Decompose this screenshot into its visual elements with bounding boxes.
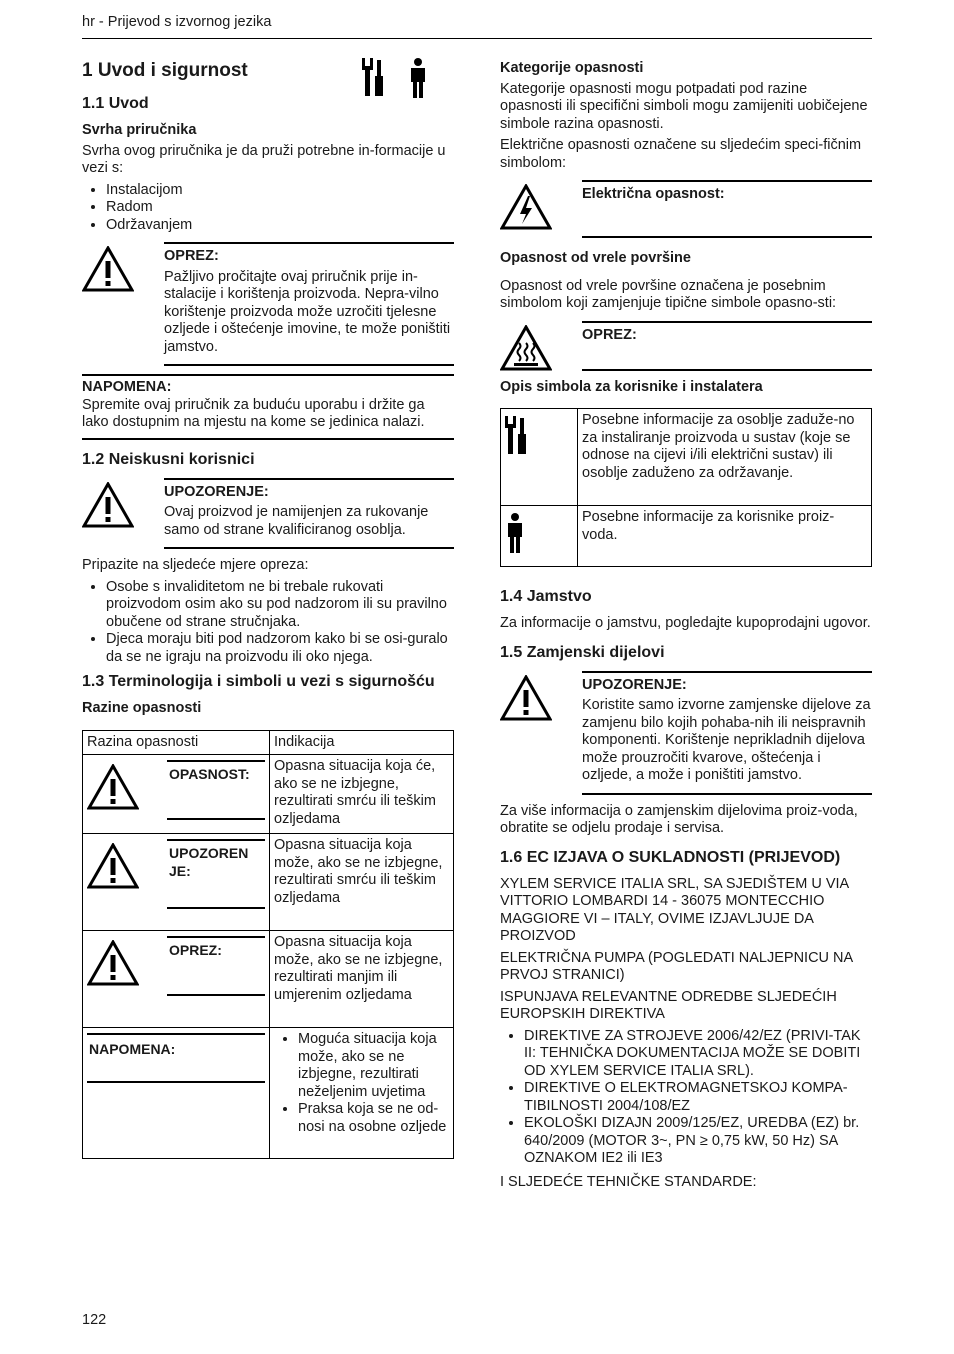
level-icon-wrap: [87, 837, 167, 909]
indication-cell: [270, 1028, 454, 1159]
notice-body: [582, 671, 872, 795]
list-item: • DIREKTIVE ZA STROJEVE 2006/42/EZ (PRIVI-TAK II: TEHNIČKA DOKUMENTACIJA MOŽE SE DOBITI OD XYLEM SERVICE ITALIA SRL).: [524, 1028, 872, 1081]
left-column: [82, 52, 454, 1159]
level-label: UPOZOREN JE:: [167, 839, 265, 909]
section-1-2: 1.2 Neiskusni korisnici: [82, 450, 255, 468]
tools-icon: [505, 416, 529, 456]
list-item: • DIREKTIVE O ELEKTROMAGNETSKOJ KOMPA-TIBILNOSTI 2004/108/EZ: [524, 1080, 872, 1115]
oprez-notice: [82, 242, 454, 366]
list-item: • Djeca moraju biti pod nadzorom kako bi se osi-guralo da se ne igraju na proizvodu ili oko njega.: [106, 631, 454, 666]
hot-surface-icon: [500, 325, 552, 371]
list-item: • EKOLOŠKI DIZAJN 2009/125/EZ, UREDBA (EZ) br. 640/2009 (MOTOR 3~, PN ≥ 0,75 kW, 50 Hz) SA OZNAKOM IE2 ili IE3: [524, 1115, 872, 1168]
electric-hazard-icon: [500, 184, 552, 230]
chapter-icons: [362, 58, 428, 98]
vrele-heading: Opasnost od vrele površine: [500, 250, 691, 266]
level-cell-inner: [87, 837, 265, 909]
notice-body: [582, 180, 872, 238]
notice-icon-wrap: [82, 242, 164, 366]
notice-body: [164, 242, 454, 366]
notice-icon-wrap: [500, 671, 582, 795]
warning-triangle-icon: [82, 482, 134, 528]
level-label: OPREZ:: [167, 936, 265, 996]
list-item: • Moguća situacija koja može, ako se ne izbjegne, rezultirati neželjenim uvjetima: [298, 1031, 449, 1101]
notice-text: Ovaj proizvod je namijenjen za rukovanje samo od strane kvalificiranog osoblja.: [164, 504, 429, 538]
table-header: Indikacija: [270, 730, 454, 755]
notice-title: UPOZORENJE:: [582, 676, 687, 693]
warning-triangle-icon: [500, 675, 552, 721]
zamjenski-text: Za više informacija o zamjenskim dijelovima proiz-voda, obratite se odjelu prodaje i servisa.: [500, 802, 858, 836]
warning-triangle-icon: [82, 246, 134, 292]
hazard-levels-table: [82, 730, 454, 1160]
svrha-text: Svrha ovog priručnika je da pruži potrebne in-formacije u vezi s:: [82, 142, 446, 176]
mjere-list: [82, 579, 454, 667]
elektricna-notice: [500, 180, 872, 238]
notice-title: OPREZ:: [582, 326, 637, 343]
upozorenje-notice: [82, 478, 454, 550]
izjava-text-3: ISPUNJAVA RELEVANTNE ODREDBE SLJEDEĆIH EUROPSKIH DIREKTIVA: [500, 988, 837, 1022]
kategorije-heading: Kategorije opasnosti: [500, 60, 644, 76]
table-row: [83, 834, 454, 931]
level-cell: [83, 834, 270, 931]
list-item: • Održavanjem: [106, 217, 454, 235]
user-icon: [408, 58, 428, 98]
tools-icon: [362, 58, 386, 98]
table-header-row: [83, 730, 454, 755]
notice-icon-wrap: [82, 478, 164, 550]
page-header: hr - Prijevod s izvornog jezika: [82, 14, 872, 39]
notice-title: OPREZ:: [164, 248, 219, 264]
kategorije-text-2: Električne opasnosti označene su sljedećim speci-fičnim simbolom:: [500, 137, 862, 171]
notice-body: [582, 321, 872, 371]
table-row: [501, 506, 872, 567]
indication-cell: Opasna situacija koja može, ako se ne izbjegne, rezultirati manjim ili umjerenim ozljedama: [270, 931, 454, 1028]
indication-cell: Opasna situacija koja može, ako se ne izbjegne, rezultirati smrću ili teškim ozljedama: [270, 834, 454, 931]
razine-heading: Razine opasnosti: [82, 700, 202, 716]
notice-title: Električna opasnost:: [582, 186, 725, 202]
symbol-cell: [501, 506, 578, 567]
napomena-title: NAPOMENA:: [82, 379, 172, 395]
section-1-6: 1.6 EC IZJAVA O SUKLADNOSTI (PRIJEVOD): [500, 848, 841, 866]
page-number: 122: [82, 1312, 107, 1328]
table-row: [83, 1028, 454, 1159]
list-item: • Instalacijom: [106, 182, 454, 200]
table-row: [83, 755, 454, 834]
level-label: OPASNOST:: [167, 760, 265, 820]
indication-cell: Opasna situacija koja će, ako se ne izbjegne, rezultirati smrću ili teškim ozljedama: [270, 755, 454, 834]
warning-triangle-icon: [87, 843, 139, 889]
izjava-text-2: ELEKTRIČNA PUMPA (POGLEDATI NALJEPNICU NA PRVOJ STRANICI): [500, 949, 853, 983]
table-row: [501, 409, 872, 506]
level-cell: [83, 1028, 270, 1159]
chapter-title: 1 Uvod i sigurnost: [82, 60, 248, 81]
level-cell: [83, 931, 270, 1028]
opis-heading: Opis simbola za korisnike i instalatera: [500, 378, 763, 395]
upozorenje-notice-2: [500, 671, 872, 795]
section-1-4: 1.4 Jamstvo: [500, 588, 592, 605]
table-row: [83, 931, 454, 1028]
svrha-list: [82, 182, 454, 235]
notice-text: Koristite samo izvorne zamjenske dijelove za zamjenu bilo kojih pohaba-nih ili neispravnih komponenti. Korištenje neprikladnih dijelova može prouzročiti kvarove, oštećenja i ozljede, a može i poništiti jamstvo.: [582, 697, 871, 783]
section-1-1: 1.1 Uvod: [82, 95, 149, 112]
jamstvo-text: Za informacije o jamstvu, pogledajte kupoprodajni ugovor.: [500, 615, 871, 631]
symbol-description: Posebne informacije za korisnike proiz-voda.: [578, 506, 872, 567]
notice-body: [164, 478, 454, 550]
level-label: NAPOMENA:: [87, 1033, 265, 1083]
notice-title: UPOZORENJE:: [164, 483, 269, 500]
list-item: • Osobe s invaliditetom ne bi trebale rukovati proizvodom osim ako su pod nadzorom ili su pravilno obučene od strane stručnjaka.: [106, 579, 454, 632]
kategorije-text-1: Kategorije opasnosti mogu potpadati pod razine opasnosti ili specifični simboli mogu zamijeniti uobičejene simbole razina opasnosti.: [500, 80, 868, 132]
napomena-box: [82, 374, 454, 440]
h1-row: [82, 52, 454, 98]
notice-text: Pažljivo pročitajte ovaj priručnik prije in-stalacije i korištenja proizvoda. Nepra-vilno korištenje proizvoda može uzročiti tjelesne ozljede i oštećenje imovine, te može poništiti jamstvo.: [164, 268, 451, 355]
notice-icon-wrap: [500, 180, 582, 238]
warning-triangle-icon: [87, 764, 139, 810]
warning-triangle-icon: [87, 940, 139, 986]
napomena-text: Spremite ovaj priručnik za buduću uporabu i držite ga lako dostupnim na mjestu na kome se jedinica nalazi.: [82, 396, 425, 430]
list-item: • Praksa koja se ne od-nosi na osobne ozljede: [298, 1101, 449, 1136]
level-icon-wrap: [87, 758, 167, 820]
level-icon-wrap: [87, 934, 167, 996]
right-column: [500, 60, 872, 1195]
notice-icon-wrap: [500, 321, 582, 371]
level-cell-inner: [87, 934, 265, 996]
user-icon: [505, 513, 525, 553]
table-header: Razina opasnosti: [83, 730, 270, 755]
level-cell: [83, 755, 270, 834]
symbol-cell: [501, 409, 578, 506]
izjava-text-1: XYLEM SERVICE ITALIA SRL, SA SJEDIŠTEM U VIA VITTORIO LOMBARDI 14 - 36075 MONTECCHIO MAGGIORE VI – ITALY, OVIME IZJAVLJUJE DA PROIZVOD: [500, 875, 849, 944]
napomena-list: [274, 1031, 449, 1136]
section-1-3: 1.3 Terminologija i simboli u vezi s sigurnošću: [82, 673, 435, 690]
list-item: • Radom: [106, 199, 454, 217]
level-cell-inner: [87, 758, 265, 820]
direktive-list: [500, 1028, 872, 1168]
symbols-table: [500, 408, 872, 567]
vrele-oprez-notice: [500, 321, 872, 371]
symbol-description: Posebne informacije za osoblje zaduže-no za instaliranje proizvoda u sustav (koje se odnose na cijevi i/ili električni sustav) ili osoblje zaduženo za održavanje.: [578, 409, 872, 506]
section-1-5: 1.5 Zamjenski dijelovi: [500, 643, 665, 661]
mjere-text: Pripazite na sljedeće mjere opreza:: [82, 557, 309, 573]
svrha-heading: Svrha priručnika: [82, 122, 197, 138]
vrele-text: Opasnost od vrele površine označena je posebnim simbolom koji zamjenjuje tipične simbole opasno-sti:: [500, 277, 837, 311]
izjava-text-4: I SLJEDEĆE TEHNIČKE STANDARDE:: [500, 1173, 757, 1190]
